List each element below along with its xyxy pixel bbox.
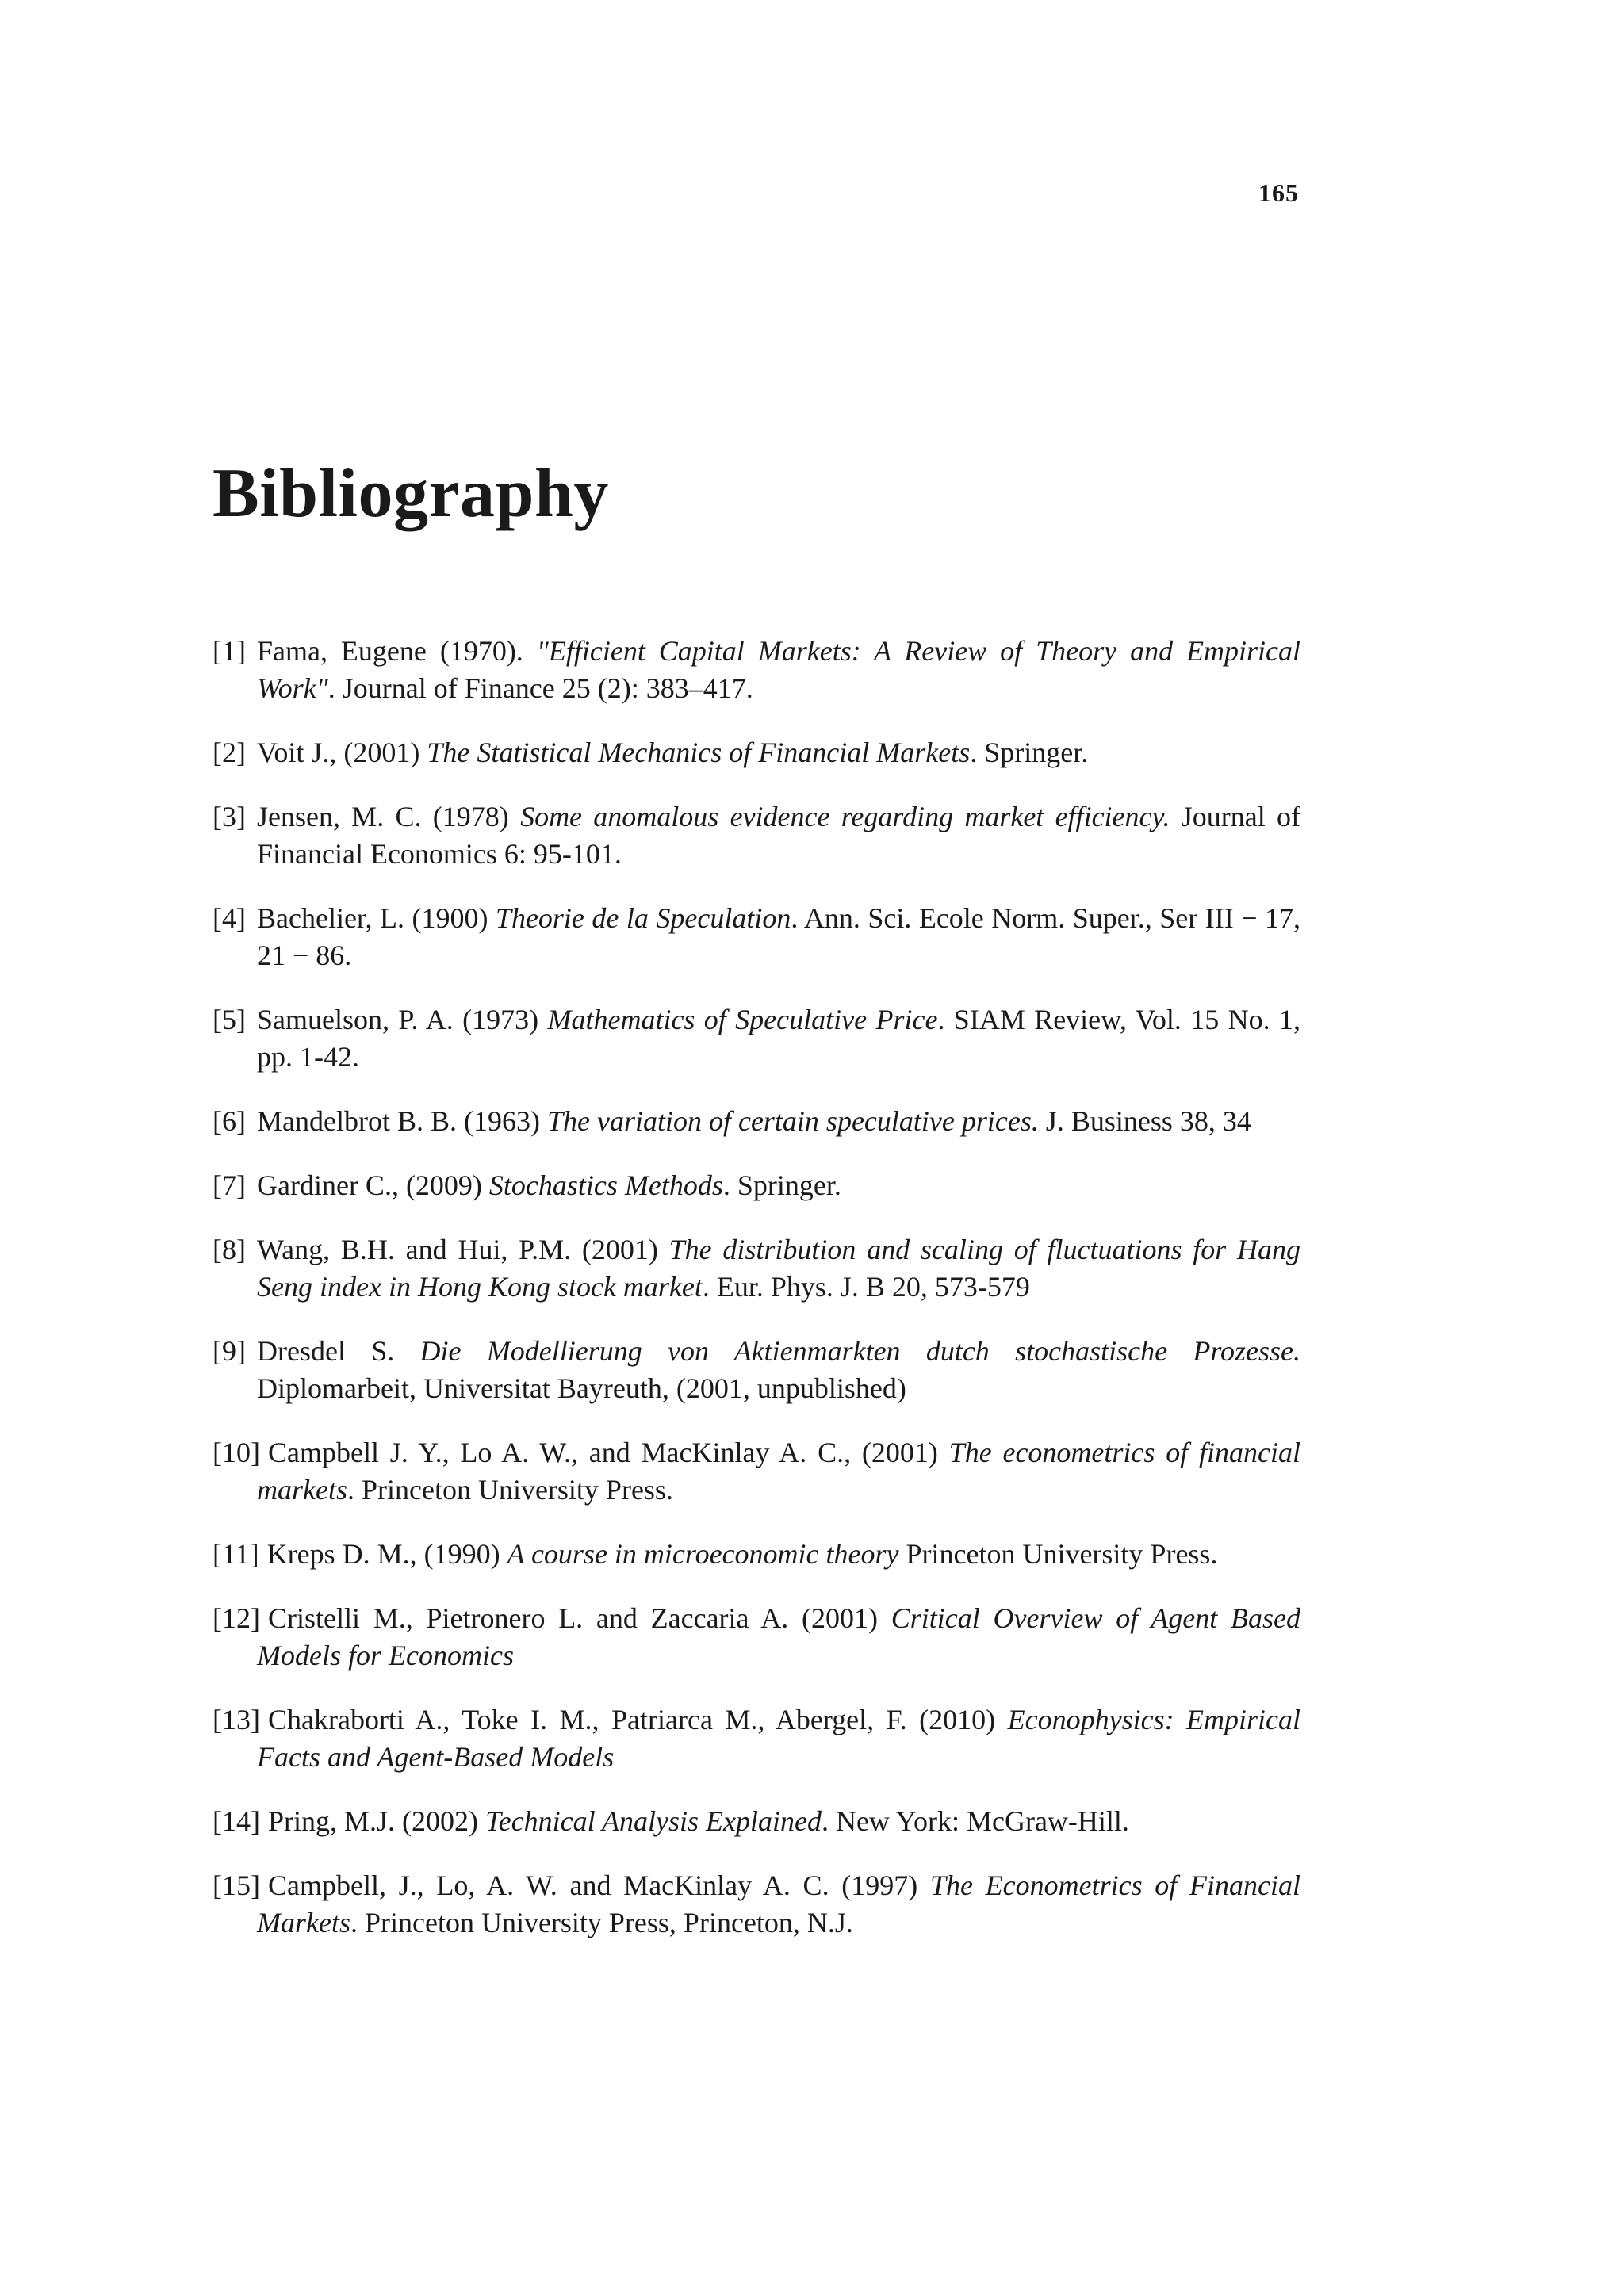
reference-title: Theorie de la Speculation: [495, 902, 791, 934]
reference-item: [213, 798, 1300, 873]
reference-source: . Springer.: [722, 1169, 841, 1201]
reference-authors: Cristelli M., Pietronero L. and Zaccaria A. (2001): [267, 1602, 891, 1634]
reference-source: Journal of Financial Economics 6: 95-101.: [257, 801, 1301, 870]
reference-item: [213, 1536, 1300, 1573]
reference-source: . Princeton University Press, Princeton, N.J.: [350, 1907, 853, 1938]
reference-title: "Efficient Capital Markets: A Review of Theory and Empirical Work": [257, 635, 1301, 704]
reference-number: [15]: [213, 1869, 260, 1901]
reference-title: The econometrics of financial markets: [257, 1437, 1300, 1506]
reference-title: A course in microeconomic theory: [507, 1538, 899, 1570]
reference-source: Diplomarbeit, Universitat Bayreuth, (2001, unpublished): [257, 1372, 906, 1404]
reference-authors: Kreps D. M., (1990): [266, 1538, 508, 1570]
reference-item: [213, 1167, 1300, 1204]
reference-number: [10]: [213, 1437, 260, 1468]
reference-number: [12]: [213, 1602, 260, 1634]
reference-authors: Bachelier, L. (1900): [257, 902, 496, 934]
reference-title: Critical Overview of Agent Based Models for Economics: [257, 1602, 1300, 1671]
reference-title: Die Modellierung von Aktienmarkten dutch stochastische Prozesse.: [419, 1335, 1300, 1367]
reference-title: Some anomalous evidence regarding market efficiency.: [520, 801, 1170, 832]
reference-source: . Springer.: [970, 737, 1089, 768]
reference-number: [13]: [213, 1704, 260, 1735]
reference-list: [213, 633, 1300, 1969]
reference-number: [3]: [213, 801, 246, 832]
reference-item: [213, 900, 1300, 974]
reference-authors: Campbell J. Y., Lo A. W., and MacKinlay A. C., (2001): [267, 1437, 949, 1468]
reference-number: [9]: [213, 1335, 246, 1367]
reference-authors: Campbell, J., Lo, A. W. and MacKinlay A. C. (1997): [267, 1869, 930, 1901]
reference-source: . Journal of Finance 25 (2): 383–417.: [327, 672, 753, 704]
chapter-title: Bibliography: [213, 455, 609, 532]
reference-authors: Chakraborti A., Toke I. M., Patriarca M., Abergel, F. (2010): [267, 1704, 1008, 1735]
reference-authors: Wang, B.H. and Hui, P.M. (2001): [257, 1234, 669, 1265]
reference-source: Princeton University Press.: [898, 1538, 1218, 1570]
reference-title: The Econometrics of Financial Markets: [257, 1869, 1300, 1938]
reference-authors: Fama, Eugene (1970).: [257, 635, 537, 667]
reference-source: . Princeton University Press.: [347, 1474, 673, 1506]
reference-item: [213, 1333, 1300, 1407]
reference-item: [213, 1001, 1300, 1076]
reference-number: [2]: [213, 737, 246, 768]
reference-title: Stochastics Methods: [488, 1169, 723, 1201]
reference-item: [213, 1434, 1300, 1509]
reference-number: [5]: [213, 1004, 246, 1035]
reference-title: Technical Analysis Explained: [485, 1805, 822, 1837]
reference-source: . New York: McGraw-Hill.: [821, 1805, 1129, 1837]
reference-authors: Dresdel S.: [257, 1335, 420, 1367]
page-number: 165: [1258, 178, 1299, 207]
reference-title: The variation of certain speculative prices.: [546, 1105, 1039, 1137]
reference-item: [213, 633, 1300, 707]
reference-item: [213, 734, 1300, 771]
reference-authors: Jensen, M. C. (1978): [257, 801, 521, 832]
reference-number: [11]: [213, 1538, 259, 1570]
reference-title: Econophysics: Empirical Facts and Agent-Based Models: [257, 1704, 1300, 1773]
reference-source: J. Business 38, 34: [1038, 1105, 1251, 1137]
reference-authors: Mandelbrot B. B. (1963): [257, 1105, 547, 1137]
reference-authors: Voit J., (2001): [257, 737, 427, 768]
reference-item: [213, 1103, 1300, 1140]
reference-source: . SIAM Review, Vol. 15 No. 1, pp. 1-42.: [257, 1004, 1300, 1073]
reference-item: [213, 1803, 1300, 1840]
reference-item: [213, 1231, 1300, 1306]
reference-item: [213, 1701, 1300, 1776]
reference-source: . Ann. Sci. Ecole Norm. Super., Ser III − 17, 21 − 86.: [257, 902, 1300, 971]
reference-title: Mathematics of Speculative Price: [547, 1004, 938, 1035]
reference-number: [6]: [213, 1105, 246, 1137]
reference-number: [14]: [213, 1805, 260, 1837]
reference-item: [213, 1867, 1300, 1942]
reference-source: . Eur. Phys. J. B 20, 573-579: [702, 1271, 1030, 1303]
reference-authors: Gardiner C., (2009): [257, 1169, 489, 1201]
reference-number: [1]: [213, 635, 246, 667]
reference-item: [213, 1600, 1300, 1674]
reference-number: [8]: [213, 1234, 246, 1265]
reference-title: The Statistical Mechanics of Financial Markets: [427, 737, 971, 768]
reference-authors: Pring, M.J. (2002): [267, 1805, 485, 1837]
reference-title: The distribution and scaling of fluctuations for Hang Seng index in Hong Kong stock market: [257, 1234, 1300, 1303]
reference-number: [7]: [213, 1169, 246, 1201]
reference-number: [4]: [213, 902, 246, 934]
reference-authors: Samuelson, P. A. (1973): [257, 1004, 548, 1035]
